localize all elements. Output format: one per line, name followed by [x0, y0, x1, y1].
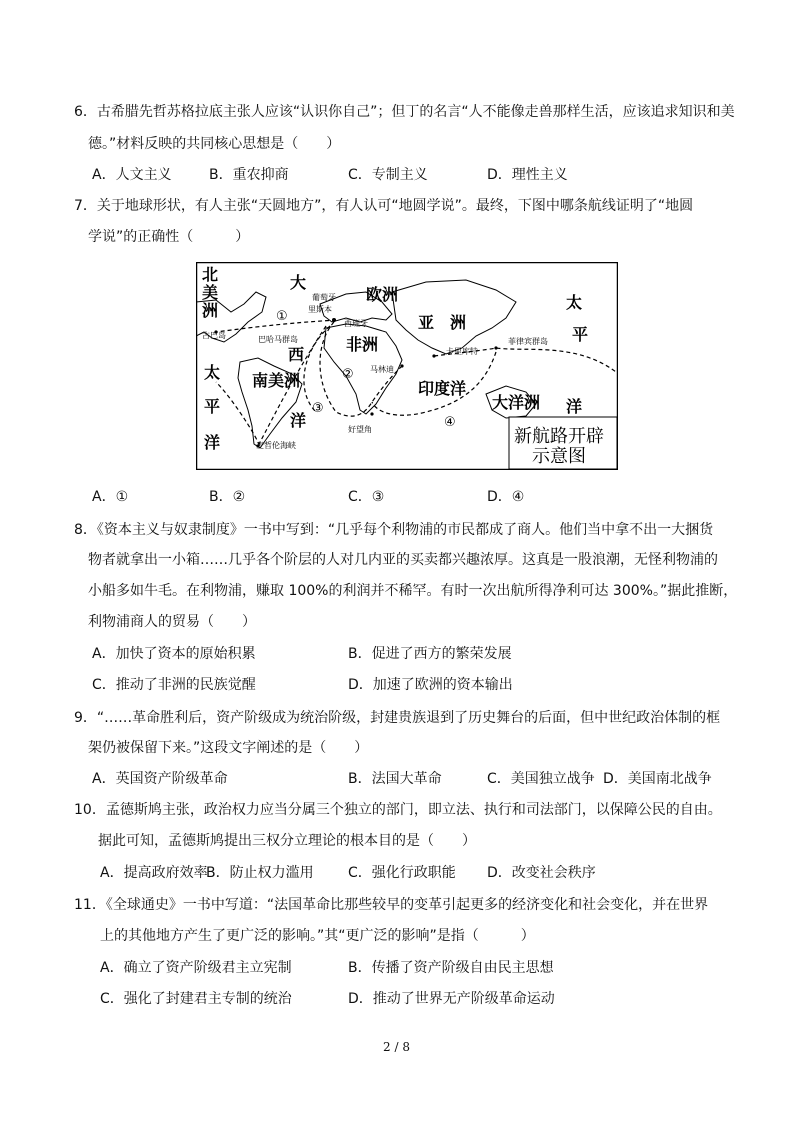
- legend-title-line2: 示意图: [532, 446, 586, 467]
- q11-option-a: A．确立了资产阶级君主立宪制: [100, 960, 292, 976]
- label-north-america-2: 美: [202, 283, 219, 302]
- q8-stem-line4: 利物浦商人的贸易（ ）: [88, 614, 256, 630]
- label-atlantic-2: 西: [288, 345, 305, 364]
- q8-option-c: C．推动了非洲的民族觉醒: [92, 677, 256, 693]
- q8-option-a: A．加快了资本的原始积累: [92, 646, 256, 662]
- q10-stem-line1: 10．孟德斯鸠主张，政治权力应当分属三个独立的部门，即立法、执行和司法部门，以保障公民的自由。: [74, 802, 722, 818]
- label-pacific-right-2: 平: [572, 325, 589, 344]
- cape-marker: [370, 412, 373, 415]
- q6-option-d: D．理性主义: [487, 167, 568, 183]
- q6-option-a: A．人文主义: [92, 167, 172, 183]
- label-bahamas: 巴哈马群岛: [258, 335, 298, 344]
- q10-stem-line2: 据此可知，孟德斯鸠提出三权分立理论的根本目的是（ ）: [98, 833, 476, 849]
- q7-option-a: A．①: [92, 489, 129, 505]
- q9-option-d: D．美国南北战争: [603, 771, 712, 787]
- q6-option-c: C．专制主义: [348, 167, 428, 183]
- label-pacific-right-1: 太: [566, 293, 583, 312]
- q8-option-b: B．促进了西方的繁荣发展: [348, 646, 512, 662]
- q8-stem-line1: 8．《资本主义与奴隶制度》一书中写到：“几乎每个利物浦的市民都成了商人。他们当中拿不出一大捆货: [74, 522, 714, 538]
- lisbon-marker: [332, 318, 336, 322]
- q10-option-d: D．改变社会秩序: [487, 865, 596, 881]
- q7-option-d: D．④: [487, 489, 525, 505]
- q11-option-b: B．传播了资产阶级自由民主思想: [348, 960, 554, 976]
- q7-stem-line1: 7．关于地球形状，有人主张“天圆地方”，有人认可“地圆学说”。最终，下图中哪条航线证明了“地圆: [74, 198, 694, 214]
- label-route-2: ②: [342, 367, 354, 382]
- q9-stem-line2: 架仍被保留下来。”这段文字阐述的是（ ）: [88, 740, 369, 756]
- label-pacific-left-1: 太: [204, 363, 221, 382]
- label-atlantic-3: 洋: [290, 411, 307, 430]
- label-route-1: ①: [276, 309, 288, 324]
- q11-option-c: C．强化了封建君主专制的统治: [100, 991, 292, 1007]
- q7-stem-line2: 学说”的正确性（ ）: [88, 229, 250, 245]
- label-pacific-right-3: 洋: [566, 397, 583, 416]
- label-route-3: ③: [312, 401, 324, 416]
- malindi-marker: [400, 364, 403, 367]
- label-africa: 非洲: [346, 335, 379, 354]
- label-asia: 亚 洲: [418, 313, 467, 332]
- label-pacific-left-2: 平: [204, 397, 221, 416]
- label-calicut: 卡里库特: [446, 347, 478, 356]
- label-pacific-left-3: 洋: [204, 433, 221, 452]
- label-north-america-3: 洲: [202, 301, 219, 320]
- calicut-marker: [432, 354, 435, 357]
- label-atlantic-1: 大: [290, 273, 307, 292]
- q11-option-d: D．推动了世界无产阶级革命运动: [348, 991, 555, 1007]
- q10-option-a: A．提高政府效率: [100, 865, 208, 881]
- q7-option-b: B．②: [209, 489, 246, 505]
- legend-title-line1: 新航路开辟: [514, 426, 604, 447]
- label-spain: 西班牙: [344, 319, 368, 328]
- label-malindi: 马林迪: [370, 365, 394, 374]
- label-portugal: 葡萄牙: [312, 293, 336, 302]
- q6-stem-line2: 德。”材料反映的共同核心思想是（ ）: [88, 136, 341, 152]
- q8-stem-line2: 物者就拿出一小箱……几乎各个阶层的人对几内亚的买卖都兴趣浓厚。这真是一股浪潮，无怪利物浦的: [88, 552, 718, 568]
- q9-option-a: A．英国资产阶级革命: [92, 771, 228, 787]
- label-magellan: 麦哲伦海峡: [256, 441, 296, 450]
- q10-option-c: C．强化行政职能: [348, 865, 456, 881]
- q7-option-c: C．③: [348, 489, 385, 505]
- label-route-4: ④: [444, 415, 456, 430]
- q6-stem-line1: 6．古希腊先哲苏格拉底主张人应该“认识你自己”；但丁的名言“人不能像走兽那样生活，应该追求知识和美: [74, 104, 735, 120]
- q8-stem-line3: 小船多如牛毛。在利物浦，赚取 100%的利润并不稀罕。有时一次出航所得净利可达 300%。”据此推断，: [88, 583, 738, 599]
- philippines-marker: [494, 346, 497, 349]
- q9-option-c: C．美国独立战争: [487, 771, 595, 787]
- q8-option-d: D．加速了欧洲的资本输出: [348, 677, 513, 693]
- q10-option-b: B．防止权力滥用: [206, 865, 314, 881]
- q9-option-b: B．法国大革命: [348, 771, 442, 787]
- label-europe: 欧洲: [366, 285, 399, 304]
- q11-stem-line2: 上的其他地方产生了更广泛的影响。”其“更广泛的影响”是指（ ）: [100, 928, 535, 944]
- label-indian-ocean: 印度洋: [418, 379, 467, 398]
- label-north-america-1: 北: [202, 265, 219, 284]
- label-cape: 好望角: [348, 425, 372, 434]
- label-lisbon: 里斯本: [308, 305, 332, 314]
- label-cuba: 古巴岛: [202, 331, 226, 340]
- page-number: 2 / 8: [383, 1040, 410, 1054]
- q6-option-b: B．重农抑商: [209, 167, 289, 183]
- new-routes-map: [196, 262, 618, 470]
- label-south-america: 南美洲: [252, 371, 301, 390]
- label-philippines: 菲律宾群岛: [508, 337, 548, 346]
- q9-stem-line1: 9．“……革命胜利后，资产阶级成为统治阶级，封建贵族退到了历史舞台的后面，但中世纪政治体制的框: [74, 710, 721, 726]
- label-oceania: 大洋洲: [492, 393, 541, 412]
- q11-stem-line1: 11．《全球通史》一书中写道：“法国革命比那些较早的变革引起更多的经济变化和社会变化，并在世界: [74, 897, 709, 913]
